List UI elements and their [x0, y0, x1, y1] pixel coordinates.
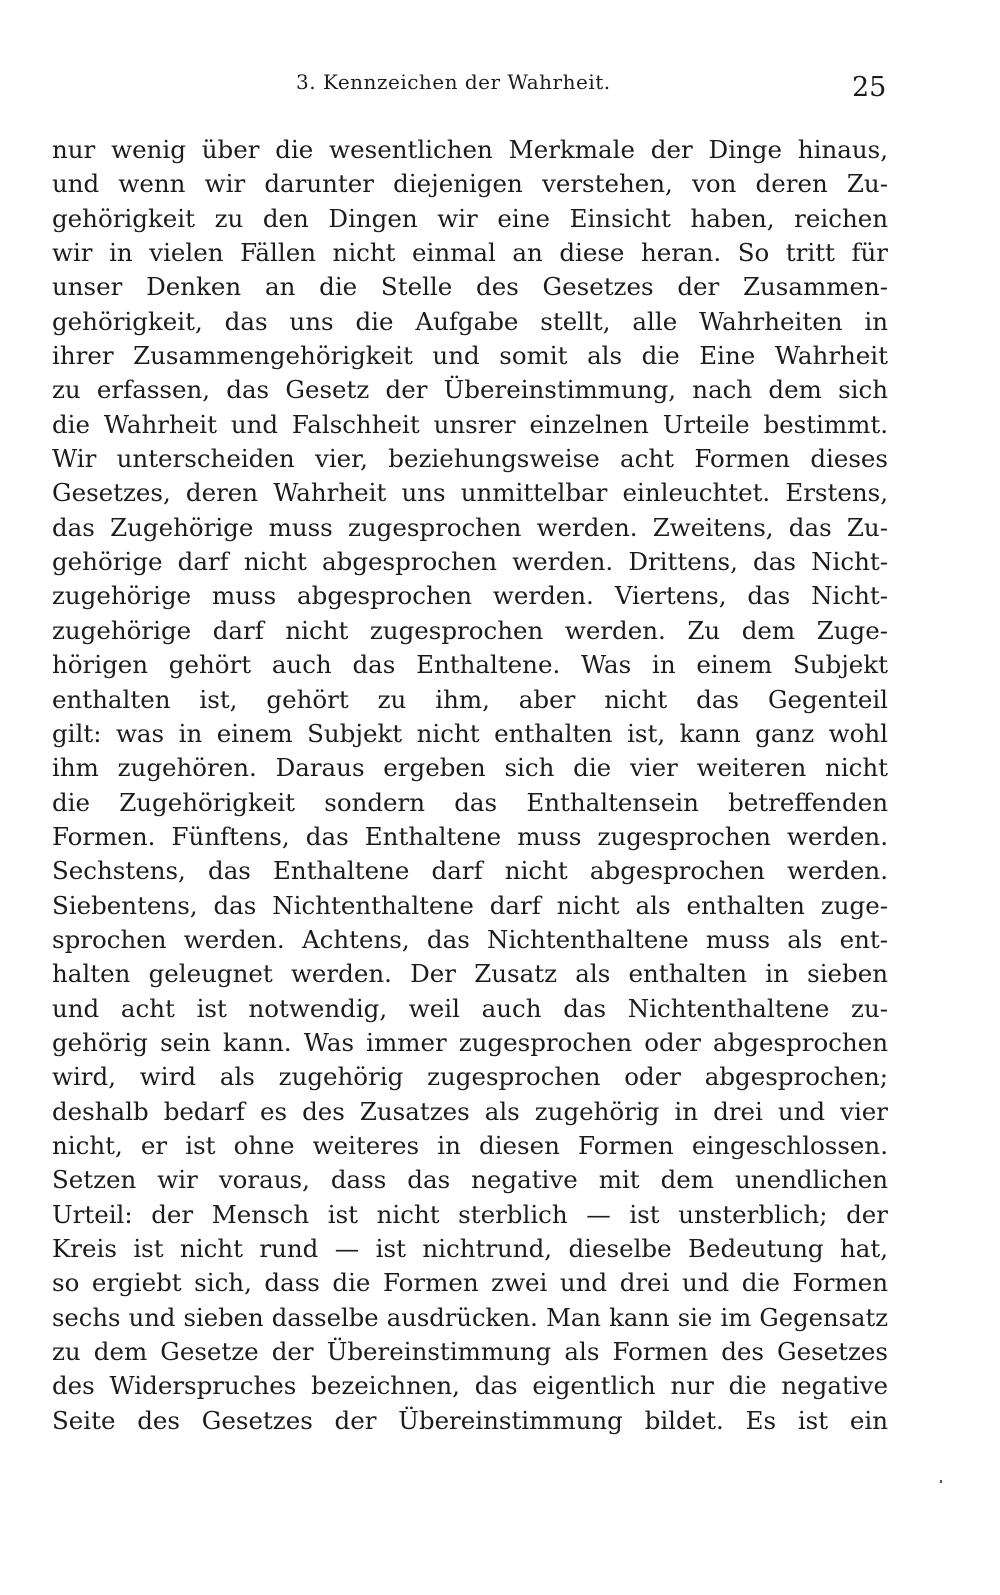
text-line: nicht, er ist ohne weiteres in diesen Formen eingeschlossen.: [52, 1130, 888, 1160]
text-line: gehörigkeit, das uns die Aufgabe stellt, alle Wahrheiten in: [52, 306, 888, 336]
text-line: Wir unterscheiden vier, beziehungsweise acht Formen dieses: [52, 444, 888, 474]
text-line: Seite des Gesetzes der Übereinstimmung bildet. Es ist ein: [52, 1405, 888, 1435]
text-line: gehörig sein kann. Was immer zugesprochen oder abgesprochen: [52, 1027, 888, 1057]
text-line: so ergiebt sich, dass die Formen zwei und drei und die Formen: [52, 1268, 888, 1298]
text-line: gilt: was in einem Subjekt nicht enthalten ist, kann ganz wohl: [52, 718, 888, 748]
text-line: Gesetzes, deren Wahrheit uns unmittelbar einleuchtet. Erstens,: [52, 478, 888, 508]
text-line: Urteil: der Mensch ist nicht sterblich — ist unsterblich; der: [52, 1199, 888, 1229]
text-line: gehörige darf nicht abgesprochen werden. Drittens, das Nicht-: [52, 547, 888, 577]
text-line: deshalb bedarf es des Zusatzes als zugehörig in drei und vier: [52, 1096, 888, 1126]
text-line: wird, wird als zugehörig zugesprochen oder abgesprochen;: [52, 1062, 888, 1092]
text-line: und wenn wir darunter diejenigen verstehen, von deren Zu-: [52, 169, 888, 199]
body-text: [52, 133, 888, 1438]
section-title: 3. Kennzeichen der Wahrheit.: [296, 70, 611, 94]
text-line: ihm zugehören. Daraus ergeben sich die vier weiteren nicht: [52, 753, 888, 783]
text-line: zugehörige darf nicht zugesprochen werden. Zu dem Zuge-: [52, 615, 888, 645]
text-line: ihrer Zusammengehörigkeit und somit als die Eine Wahrheit: [52, 341, 888, 371]
text-line: gehörigkeit zu den Dingen wir eine Einsicht haben, reichen: [52, 203, 888, 233]
text-line: halten geleugnet werden. Der Zusatz als enthalten in sieben: [52, 959, 888, 989]
text-line: sechs und sieben dasselbe ausdrücken. Man kann sie im Gegensatz: [52, 1302, 888, 1332]
print-speck: [940, 1480, 942, 1483]
text-line: zu erfassen, das Gesetz der Übereinstimmung, nach dem sich: [52, 375, 888, 405]
text-line: unser Denken an die Stelle des Gesetzes der Zusammen-: [52, 272, 888, 302]
text-line: enthalten ist, gehört zu ihm, aber nicht das Gegenteil: [52, 684, 888, 714]
text-line: zu dem Gesetze der Übereinstimmung als Formen des Gesetzes: [52, 1337, 888, 1367]
text-line: Kreis ist nicht rund — ist nichtrund, dieselbe Bedeutung hat,: [52, 1234, 888, 1263]
text-line: zugehörige muss abgesprochen werden. Viertens, das Nicht-: [52, 581, 888, 611]
text-line: Formen. Fünftens, das Enthaltene muss zugesprochen werden.: [52, 821, 888, 851]
text-line: das Zugehörige muss zugesprochen werden. Zweitens, das Zu-: [52, 512, 888, 542]
page-number: 25: [852, 72, 887, 103]
text-line: und acht ist notwendig, weil auch das Nichtenthaltene zu-: [52, 993, 888, 1023]
text-line: die Zugehörigkeit sondern das Enthaltensein betreffenden: [52, 787, 888, 817]
running-head: [0, 70, 1000, 110]
text-line: Siebentens, das Nichtenthaltene darf nicht als enthalten zuge-: [52, 890, 888, 920]
text-line: des Widerspruches bezeichnen, das eigentlich nur die negative: [52, 1371, 888, 1401]
text-line: hörigen gehört auch das Enthaltene. Was in einem Subjekt: [52, 650, 888, 680]
text-line: Sechstens, das Enthaltene darf nicht abgesprochen werden.: [52, 856, 888, 886]
text-line: nur wenig über die wesentlichen Merkmale der Dinge hinaus,: [52, 135, 888, 164]
text-line: Setzen wir voraus, dass das negative mit dem unendlichen: [52, 1165, 888, 1195]
text-line: wir in vielen Fällen nicht einmal an diese heran. So tritt für: [52, 238, 888, 268]
text-line: sprochen werden. Achtens, das Nichtenthaltene muss als ent-: [52, 924, 888, 954]
text-line: die Wahrheit und Falschheit unsrer einzelnen Urteile bestimmt.: [52, 409, 888, 439]
